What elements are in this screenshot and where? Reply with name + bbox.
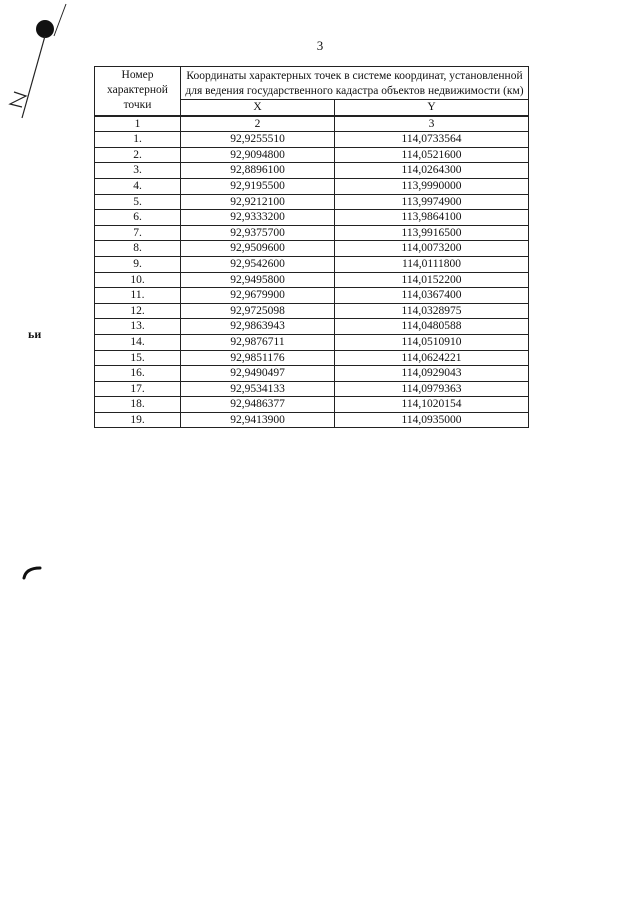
x-coordinate-cell: 92,9490497 [181, 366, 335, 382]
table-row [95, 334, 529, 350]
column-number: 2 [181, 116, 335, 132]
header-x: X [181, 100, 335, 116]
point-number-cell: 13. [95, 319, 181, 335]
point-number-cell: 4. [95, 178, 181, 194]
table-row [95, 194, 529, 210]
point-number-cell: 16. [95, 366, 181, 382]
column-number: 3 [335, 116, 529, 132]
point-number-cell: 9. [95, 256, 181, 272]
y-coordinate-cell: 114,0152200 [335, 272, 529, 288]
point-number-cell: 6. [95, 210, 181, 226]
y-coordinate-cell: 113,9974900 [335, 194, 529, 210]
point-number-cell: 11. [95, 288, 181, 304]
x-coordinate-cell: 92,9413900 [181, 412, 335, 428]
y-coordinate-cell: 114,0929043 [335, 366, 529, 382]
table-row [95, 210, 529, 226]
x-coordinate-cell: 92,9725098 [181, 303, 335, 319]
y-coordinate-cell: 114,0935000 [335, 412, 529, 428]
table-row [95, 272, 529, 288]
y-coordinate-cell: 114,0264300 [335, 163, 529, 179]
point-number-cell: 14. [95, 334, 181, 350]
header-y: Y [335, 100, 529, 116]
x-coordinate-cell: 92,9863943 [181, 319, 335, 335]
point-number-cell: 7. [95, 225, 181, 241]
margin-arc-mark [24, 568, 40, 578]
x-coordinate-cell: 92,9486377 [181, 397, 335, 413]
y-coordinate-cell: 114,0521600 [335, 147, 529, 163]
y-coordinate-cell: 114,0073200 [335, 241, 529, 257]
point-number-cell: 15. [95, 350, 181, 366]
point-number-cell: 12. [95, 303, 181, 319]
x-coordinate-cell: 92,9509600 [181, 241, 335, 257]
table-row [95, 288, 529, 304]
x-coordinate-cell: 92,9094800 [181, 147, 335, 163]
point-number-cell: 18. [95, 397, 181, 413]
y-coordinate-cell: 114,0510910 [335, 334, 529, 350]
table-row [95, 381, 529, 397]
coordinates-table [94, 66, 529, 428]
x-coordinate-cell: 92,9542600 [181, 256, 335, 272]
table-row [95, 225, 529, 241]
table-row [95, 256, 529, 272]
y-coordinate-cell: 114,1020154 [335, 397, 529, 413]
point-number-cell: 8. [95, 241, 181, 257]
binder-hole-mark [36, 20, 54, 38]
point-number-cell: 19. [95, 412, 181, 428]
point-number-cell: 1. [95, 132, 181, 148]
x-coordinate-cell: 92,9495800 [181, 272, 335, 288]
y-coordinate-cell: 113,9864100 [335, 210, 529, 226]
point-number-cell: 17. [95, 381, 181, 397]
y-coordinate-cell: 114,0733564 [335, 132, 529, 148]
y-coordinate-cell: 114,0367400 [335, 288, 529, 304]
table-row [95, 178, 529, 194]
x-coordinate-cell: 92,9255510 [181, 132, 335, 148]
table-row [95, 147, 529, 163]
y-coordinate-cell: 113,9916500 [335, 225, 529, 241]
y-coordinate-cell: 113,9990000 [335, 178, 529, 194]
x-coordinate-cell: 92,9876711 [181, 334, 335, 350]
x-coordinate-cell: 92,9375700 [181, 225, 335, 241]
point-number-cell: 10. [95, 272, 181, 288]
table-row [95, 303, 529, 319]
x-coordinate-cell: 92,9534133 [181, 381, 335, 397]
header-point-number: Номер характерной точки [95, 67, 181, 116]
column-numbers-row [95, 116, 529, 132]
margin-stroke-line [54, 4, 66, 36]
margin-fragment-text: ьи [28, 327, 42, 341]
x-coordinate-cell: 92,9195500 [181, 178, 335, 194]
y-coordinate-cell: 114,0328975 [335, 303, 529, 319]
table-row [95, 397, 529, 413]
table-body [95, 116, 529, 428]
column-number: 1 [95, 116, 181, 132]
y-coordinate-cell: 114,0979363 [335, 381, 529, 397]
table-row [95, 412, 529, 428]
x-coordinate-cell: 92,9851176 [181, 350, 335, 366]
y-coordinate-cell: 114,0624221 [335, 350, 529, 366]
y-coordinate-cell: 114,0111800 [335, 256, 529, 272]
point-number-cell: 5. [95, 194, 181, 210]
header-coordinates: Координаты характерных точек в системе координат, установленной для ведения государственного кадастра объектов недвижимости (км) [181, 67, 529, 100]
margin-pen-scribble [10, 92, 26, 107]
x-coordinate-cell: 92,9333200 [181, 210, 335, 226]
page-number: 3 [316, 38, 324, 53]
table-row [95, 163, 529, 179]
table-row [95, 319, 529, 335]
table-row [95, 350, 529, 366]
x-coordinate-cell: 92,9679900 [181, 288, 335, 304]
table-row [95, 241, 529, 257]
table-row [95, 366, 529, 382]
table-row [95, 132, 529, 148]
x-coordinate-cell: 92,9212100 [181, 194, 335, 210]
x-coordinate-cell: 92,8896100 [181, 163, 335, 179]
point-number-cell: 2. [95, 147, 181, 163]
y-coordinate-cell: 114,0480588 [335, 319, 529, 335]
point-number-cell: 3. [95, 163, 181, 179]
